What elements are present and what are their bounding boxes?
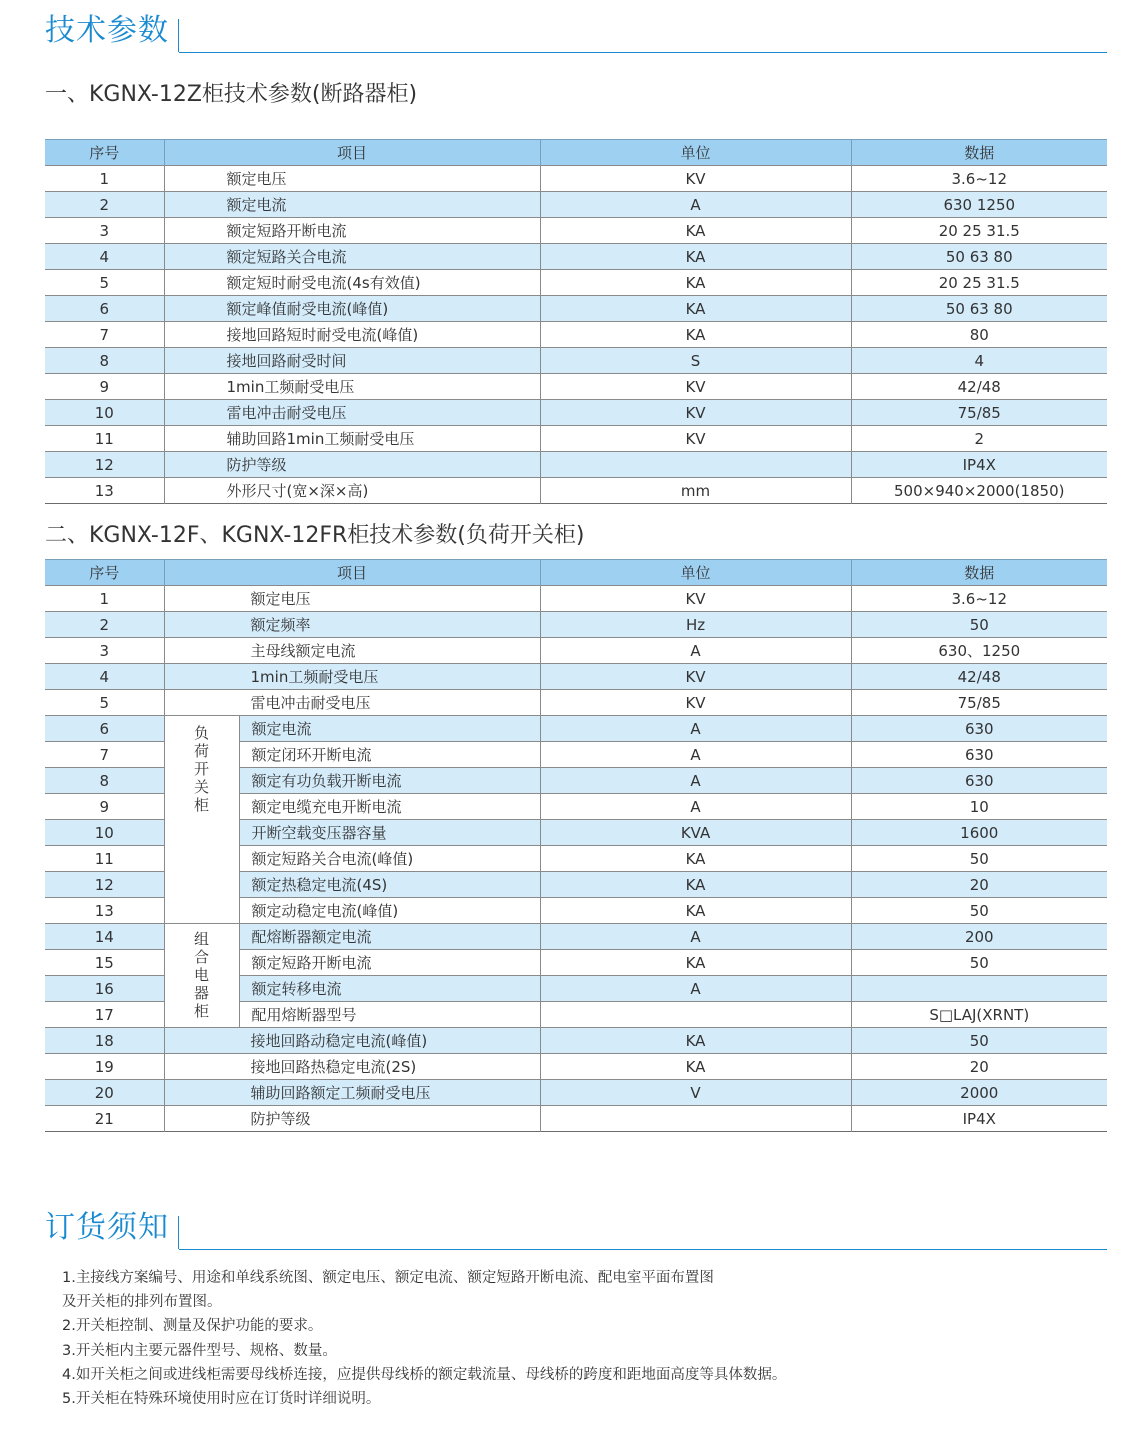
- row-unit: KV: [540, 400, 851, 426]
- row-data: 20 25 31.5: [851, 218, 1107, 244]
- row-no: 4: [45, 244, 164, 270]
- row-item: 配熔断器额定电流: [239, 924, 540, 950]
- row-unit: KV: [540, 374, 851, 400]
- row-no: 12: [45, 872, 164, 898]
- row-unit: A: [540, 716, 851, 742]
- table-row: [45, 924, 1107, 950]
- table-header-row: [45, 560, 1107, 586]
- row-no: 6: [45, 716, 164, 742]
- row-item: 主母线额定电流: [164, 638, 540, 664]
- row-unit: A: [540, 192, 851, 218]
- row-data: 630 1250: [851, 192, 1107, 218]
- header-unit: 单位: [540, 140, 851, 166]
- table-row: [45, 664, 1107, 690]
- row-no: 3: [45, 638, 164, 664]
- row-no: 7: [45, 322, 164, 348]
- row-data: 200: [851, 924, 1107, 950]
- table-row: [45, 586, 1107, 612]
- row-data: 3.6~12: [851, 166, 1107, 192]
- row-unit: KA: [540, 1054, 851, 1080]
- row-data: 3.6~12: [851, 586, 1107, 612]
- row-data: 20: [851, 872, 1107, 898]
- row-no: 4: [45, 664, 164, 690]
- row-data: 2: [851, 426, 1107, 452]
- row-unit: KA: [540, 270, 851, 296]
- row-item: 额定转移电流: [239, 976, 540, 1002]
- row-no: 5: [45, 690, 164, 716]
- row-item: 额定闭环开断电流: [239, 742, 540, 768]
- row-unit: [540, 1002, 851, 1028]
- row-unit: KA: [540, 846, 851, 872]
- row-unit: A: [540, 768, 851, 794]
- row-data: 42/48: [851, 664, 1107, 690]
- row-no: 20: [45, 1080, 164, 1106]
- row-data: 50 63 80: [851, 296, 1107, 322]
- row-data: IP4X: [851, 452, 1107, 478]
- row-no: 19: [45, 1054, 164, 1080]
- row-data: 10: [851, 794, 1107, 820]
- row-data: 4: [851, 348, 1107, 374]
- row-unit: KV: [540, 426, 851, 452]
- load-switch-cabinet-spec-table: [45, 559, 1107, 1132]
- row-no: 11: [45, 846, 164, 872]
- row-item: 1min工频耐受电压: [164, 664, 540, 690]
- table-row: [45, 348, 1107, 374]
- row-no: 15: [45, 950, 164, 976]
- note-line: 3.开关柜内主要元器件型号、规格、数量。: [62, 1342, 337, 1359]
- row-item: 雷电冲击耐受电压: [164, 690, 540, 716]
- row-data: 2000: [851, 1080, 1107, 1106]
- group-label-combined: [164, 924, 239, 1028]
- heading-divider: [178, 19, 179, 52]
- row-data: 50: [851, 846, 1107, 872]
- row-item: 接地回路短时耐受电流(峰值): [164, 322, 540, 348]
- row-no: 13: [45, 478, 164, 504]
- row-unit: KV: [540, 586, 851, 612]
- note-line: 2.开关柜控制、测量及保护功能的要求。: [62, 1318, 323, 1335]
- row-unit: KV: [540, 664, 851, 690]
- row-data: 75/85: [851, 400, 1107, 426]
- table-row: [45, 1028, 1107, 1054]
- heading-underline: [179, 52, 1107, 53]
- section-title: 技术参数: [45, 13, 169, 48]
- note-line: 及开关柜的排列布置图。: [62, 1294, 222, 1311]
- row-no: 9: [45, 794, 164, 820]
- row-data: 50: [851, 1028, 1107, 1054]
- table-row: [45, 638, 1107, 664]
- ordering-notes: [62, 1266, 1102, 1411]
- table-row: [45, 400, 1107, 426]
- table-row: [45, 270, 1107, 296]
- row-unit: KA: [540, 322, 851, 348]
- row-no: 8: [45, 348, 164, 374]
- row-no: 7: [45, 742, 164, 768]
- row-unit: A: [540, 976, 851, 1002]
- row-unit: KA: [540, 1028, 851, 1054]
- header-data: 数据: [851, 560, 1107, 586]
- row-unit: KA: [540, 244, 851, 270]
- row-no: 8: [45, 768, 164, 794]
- section-heading-ordering: [45, 1206, 1107, 1250]
- row-item: 额定电缆充电开断电流: [239, 794, 540, 820]
- row-no: 10: [45, 820, 164, 846]
- row-item: 开断空载变压器容量: [239, 820, 540, 846]
- row-unit: KA: [540, 950, 851, 976]
- table-header-row: [45, 140, 1107, 166]
- table-row: [45, 296, 1107, 322]
- row-item: 额定电流: [164, 192, 540, 218]
- row-item: 额定频率: [164, 612, 540, 638]
- row-no: 13: [45, 898, 164, 924]
- table-row: [45, 1106, 1107, 1132]
- row-data: 630、1250: [851, 638, 1107, 664]
- row-item: 额定电压: [164, 586, 540, 612]
- table2-subtitle: 二、KGNX-12F、KGNX-12FR柜技术参数(负荷开关柜): [45, 523, 585, 548]
- table-row: [45, 1080, 1107, 1106]
- row-unit: A: [540, 794, 851, 820]
- row-data: 80: [851, 322, 1107, 348]
- row-data: 42/48: [851, 374, 1107, 400]
- row-no: 11: [45, 426, 164, 452]
- row-data: 20 25 31.5: [851, 270, 1107, 296]
- row-unit: KV: [540, 166, 851, 192]
- table-row: [45, 166, 1107, 192]
- row-no: 14: [45, 924, 164, 950]
- row-item: 接地回路热稳定电流(2S): [164, 1054, 540, 1080]
- row-data: 75/85: [851, 690, 1107, 716]
- row-data: 500×940×2000(1850): [851, 478, 1107, 504]
- row-no: 18: [45, 1028, 164, 1054]
- row-item: 辅助回路额定工频耐受电压: [164, 1080, 540, 1106]
- row-no: 2: [45, 192, 164, 218]
- table-row: [45, 244, 1107, 270]
- row-no: 17: [45, 1002, 164, 1028]
- row-item: 额定动稳定电流(峰值): [239, 898, 540, 924]
- row-item: 雷电冲击耐受电压: [164, 400, 540, 426]
- row-no: 3: [45, 218, 164, 244]
- row-data: 1600: [851, 820, 1107, 846]
- row-item: 额定短路关合电流: [164, 244, 540, 270]
- note-line: 4.如开关柜之间或进线柜需要母线桥连接，应提供母线桥的额定载流量、母线桥的跨度和距地面高度等具体数据。: [62, 1366, 787, 1383]
- group-label-text: 组合电器柜: [193, 930, 209, 1020]
- row-data: [851, 976, 1107, 1002]
- table-row: [45, 426, 1107, 452]
- table-row: [45, 218, 1107, 244]
- group-label-text: 负荷开关柜: [193, 724, 209, 814]
- table1-subtitle: 一、KGNX-12Z柜技术参数(断路器柜): [45, 82, 418, 107]
- heading-underline: [179, 1249, 1107, 1250]
- row-item: 额定热稳定电流(4S): [239, 872, 540, 898]
- row-data: 50 63 80: [851, 244, 1107, 270]
- header-item: 项目: [164, 140, 540, 166]
- row-data: 630: [851, 768, 1107, 794]
- row-unit: mm: [540, 478, 851, 504]
- section-title: 订货须知: [45, 1210, 169, 1245]
- row-no: 16: [45, 976, 164, 1002]
- row-item: 辅助回路1min工频耐受电压: [164, 426, 540, 452]
- row-unit: KA: [540, 296, 851, 322]
- table-row: [45, 690, 1107, 716]
- row-item: 额定电压: [164, 166, 540, 192]
- row-unit: KA: [540, 872, 851, 898]
- row-unit: A: [540, 638, 851, 664]
- row-item: 配用熔断器型号: [239, 1002, 540, 1028]
- header-no: 序号: [45, 560, 164, 586]
- heading-divider: [178, 1216, 179, 1249]
- row-item: 额定短时耐受电流(4s有效值): [164, 270, 540, 296]
- row-item: 防护等级: [164, 452, 540, 478]
- row-no: 12: [45, 452, 164, 478]
- row-item: 接地回路动稳定电流(峰值): [164, 1028, 540, 1054]
- table-row: [45, 192, 1107, 218]
- row-no: 1: [45, 586, 164, 612]
- row-item: 额定峰值耐受电流(峰值): [164, 296, 540, 322]
- group-label-load-switch: [164, 716, 239, 924]
- table-row: [45, 612, 1107, 638]
- row-data: 50: [851, 898, 1107, 924]
- table-row: [45, 1054, 1107, 1080]
- table-row: [45, 478, 1107, 504]
- row-no: 10: [45, 400, 164, 426]
- row-unit: S: [540, 348, 851, 374]
- header-unit: 单位: [540, 560, 851, 586]
- row-no: 9: [45, 374, 164, 400]
- header-no: 序号: [45, 140, 164, 166]
- row-data: 50: [851, 950, 1107, 976]
- table-row: [45, 452, 1107, 478]
- note-line: 1.主接线方案编号、用途和单线系统图、额定电压、额定电流、额定短路开断电流、配电室平面布置图: [62, 1270, 714, 1286]
- header-data: 数据: [851, 140, 1107, 166]
- row-data: S□LAJ(XRNT): [851, 1002, 1107, 1028]
- row-item: 接地回路耐受时间: [164, 348, 540, 374]
- section-heading-tech-params: [45, 9, 1107, 53]
- row-item: 外形尺寸(宽×深×高): [164, 478, 540, 504]
- row-unit: KA: [540, 898, 851, 924]
- row-no: 2: [45, 612, 164, 638]
- header-item: 项目: [164, 560, 540, 586]
- table-row: [45, 716, 1107, 742]
- row-no: 6: [45, 296, 164, 322]
- row-item: 额定电流: [239, 716, 540, 742]
- row-item: 额定短路关合电流(峰值): [239, 846, 540, 872]
- row-unit: V: [540, 1080, 851, 1106]
- row-item: 额定短路开断电流: [239, 950, 540, 976]
- row-data: IP4X: [851, 1106, 1107, 1132]
- note-line: 5.开关柜在特殊环境使用时应在订货时详细说明。: [62, 1391, 381, 1408]
- row-data: 50: [851, 612, 1107, 638]
- row-unit: [540, 452, 851, 478]
- row-data: 630: [851, 742, 1107, 768]
- table-row: [45, 322, 1107, 348]
- row-no: 5: [45, 270, 164, 296]
- row-item: 防护等级: [164, 1106, 540, 1132]
- row-unit: A: [540, 742, 851, 768]
- row-data: 630: [851, 716, 1107, 742]
- breaker-cabinet-spec-table: [45, 139, 1107, 504]
- row-unit: [540, 1106, 851, 1132]
- row-unit: A: [540, 924, 851, 950]
- row-unit: KVA: [540, 820, 851, 846]
- table-row: [45, 374, 1107, 400]
- row-unit: Hz: [540, 612, 851, 638]
- row-item: 1min工频耐受电压: [164, 374, 540, 400]
- row-no: 21: [45, 1106, 164, 1132]
- row-unit: KA: [540, 218, 851, 244]
- row-data: 20: [851, 1054, 1107, 1080]
- row-item: 额定短路开断电流: [164, 218, 540, 244]
- row-no: 1: [45, 166, 164, 192]
- row-unit: KV: [540, 690, 851, 716]
- row-item: 额定有功负载开断电流: [239, 768, 540, 794]
